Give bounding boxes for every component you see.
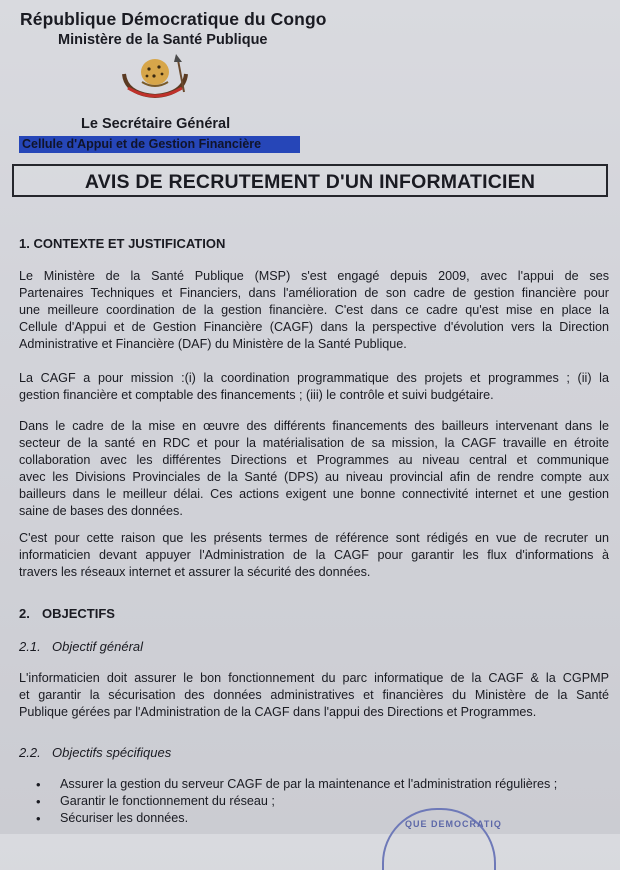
stamp-text: QUE DEMOCRATIQ (405, 819, 502, 829)
text-line: Dans le cadre de la mise en œuvre des différents financements des bailleurs intervenant dans le (19, 419, 609, 433)
cell-name: Cellule d'Appui et de Gestion Financière (22, 137, 262, 151)
text-line: une meilleure coordination de la gestion financière. C'est dans ce cadre qu'est mise en place la (19, 303, 609, 317)
text-line: et garantir la sécurisation des données administratives et financières du Ministère de la Santé (19, 688, 609, 702)
text-line: Le Ministère de la Santé Publique (MSP) s'est engagé depuis 2009, avec l'appui de ses (19, 269, 609, 283)
text-line: travers les réseaux internet et assurer la sécurité des données. (19, 565, 371, 579)
subsection-2-2-title: Objectifs spécifiques (52, 745, 172, 760)
text-line: collaboration avec les différentes Directions et Programmes au niveau central et communique (19, 453, 609, 467)
subsection-2-2-number: 2.2. (19, 745, 41, 760)
text-line: Administrative et Financière (DAF) du Ministère de la Santé Publique. (19, 337, 407, 351)
text-line: secteur de la santé en RDC et pour la matérialisation de sa mission, la CAGF travaille en étroite (19, 436, 609, 450)
list-item: • Sécuriser les données. (36, 810, 557, 827)
secretary-general-label: Le Secrétaire Général (81, 116, 231, 132)
text-line: L'informaticien doit assurer le bon fonctionnement du parc informatique de la CAGF & la CGPMP (19, 671, 609, 685)
paragraph-general-objective (19, 670, 609, 721)
country-heading: République Démocratique du Congo (20, 9, 327, 29)
coat-of-arms-emblem (118, 52, 192, 102)
subsection-2-1-title: Objectif général (52, 639, 144, 654)
text-line: Partenaires Techniques et Financiers, dans l'amélioration de son cadre de gestion financière pour (19, 286, 609, 300)
title-box (12, 164, 608, 197)
text-line: informaticien devant appuyer l'Administration de la CAGF pour garantir les flux d'informations à (19, 548, 609, 562)
list-item: • Garantir le fonctionnement du réseau ; (36, 793, 557, 810)
paragraph-reason (19, 530, 609, 581)
text-line: C'est pour cette raison que les présents termes de référence sont rédigés en vue de recruter un (19, 531, 609, 545)
text-line: avec les Divisions Provinciales de la Santé (DPS) au niveau provincial afin de rendre compte aux (19, 470, 609, 484)
paragraph-context (19, 268, 609, 353)
text-line: La CAGF a pour mission :(i) la coordination programmatique des projets et programmes ; (ii) la (19, 371, 609, 385)
text-line: saine de bases des données. (19, 504, 183, 518)
text-line: Cellule d'Appui et de Gestion Financière (CAGF) dans la perspective d'évolution vers la Direction (19, 320, 609, 334)
notice-title: AVIS DE RECRUTEMENT D'UN INFORMATICIEN (84, 171, 536, 193)
paragraph-mission (19, 370, 609, 404)
text-line: Publique gérées par l'Administration de la CAGF dans l'appui des Directions et Programmes. (19, 705, 537, 719)
list-item: • Assurer la gestion du serveur CAGF de par la maintenance et l'administration régulières ; (36, 776, 557, 793)
section-2-number: 2. (19, 606, 30, 621)
text-line: bailleurs dans le meilleur délai. Ces actions exigent une bonne connectivité internet et une gestion (19, 487, 609, 501)
text-line: gestion financière et comptable des financements ; (iii) le contrôle et suivi budgétaire. (19, 388, 494, 402)
subsection-2-1-number: 2.1. (19, 639, 41, 654)
section-1-heading: 1. CONTEXTE ET JUSTIFICATION (19, 236, 226, 251)
ministry-heading: Ministère de la Santé Publique (58, 32, 268, 48)
section-2-heading: OBJECTIFS (42, 606, 115, 621)
paragraph-implementation (19, 418, 609, 520)
